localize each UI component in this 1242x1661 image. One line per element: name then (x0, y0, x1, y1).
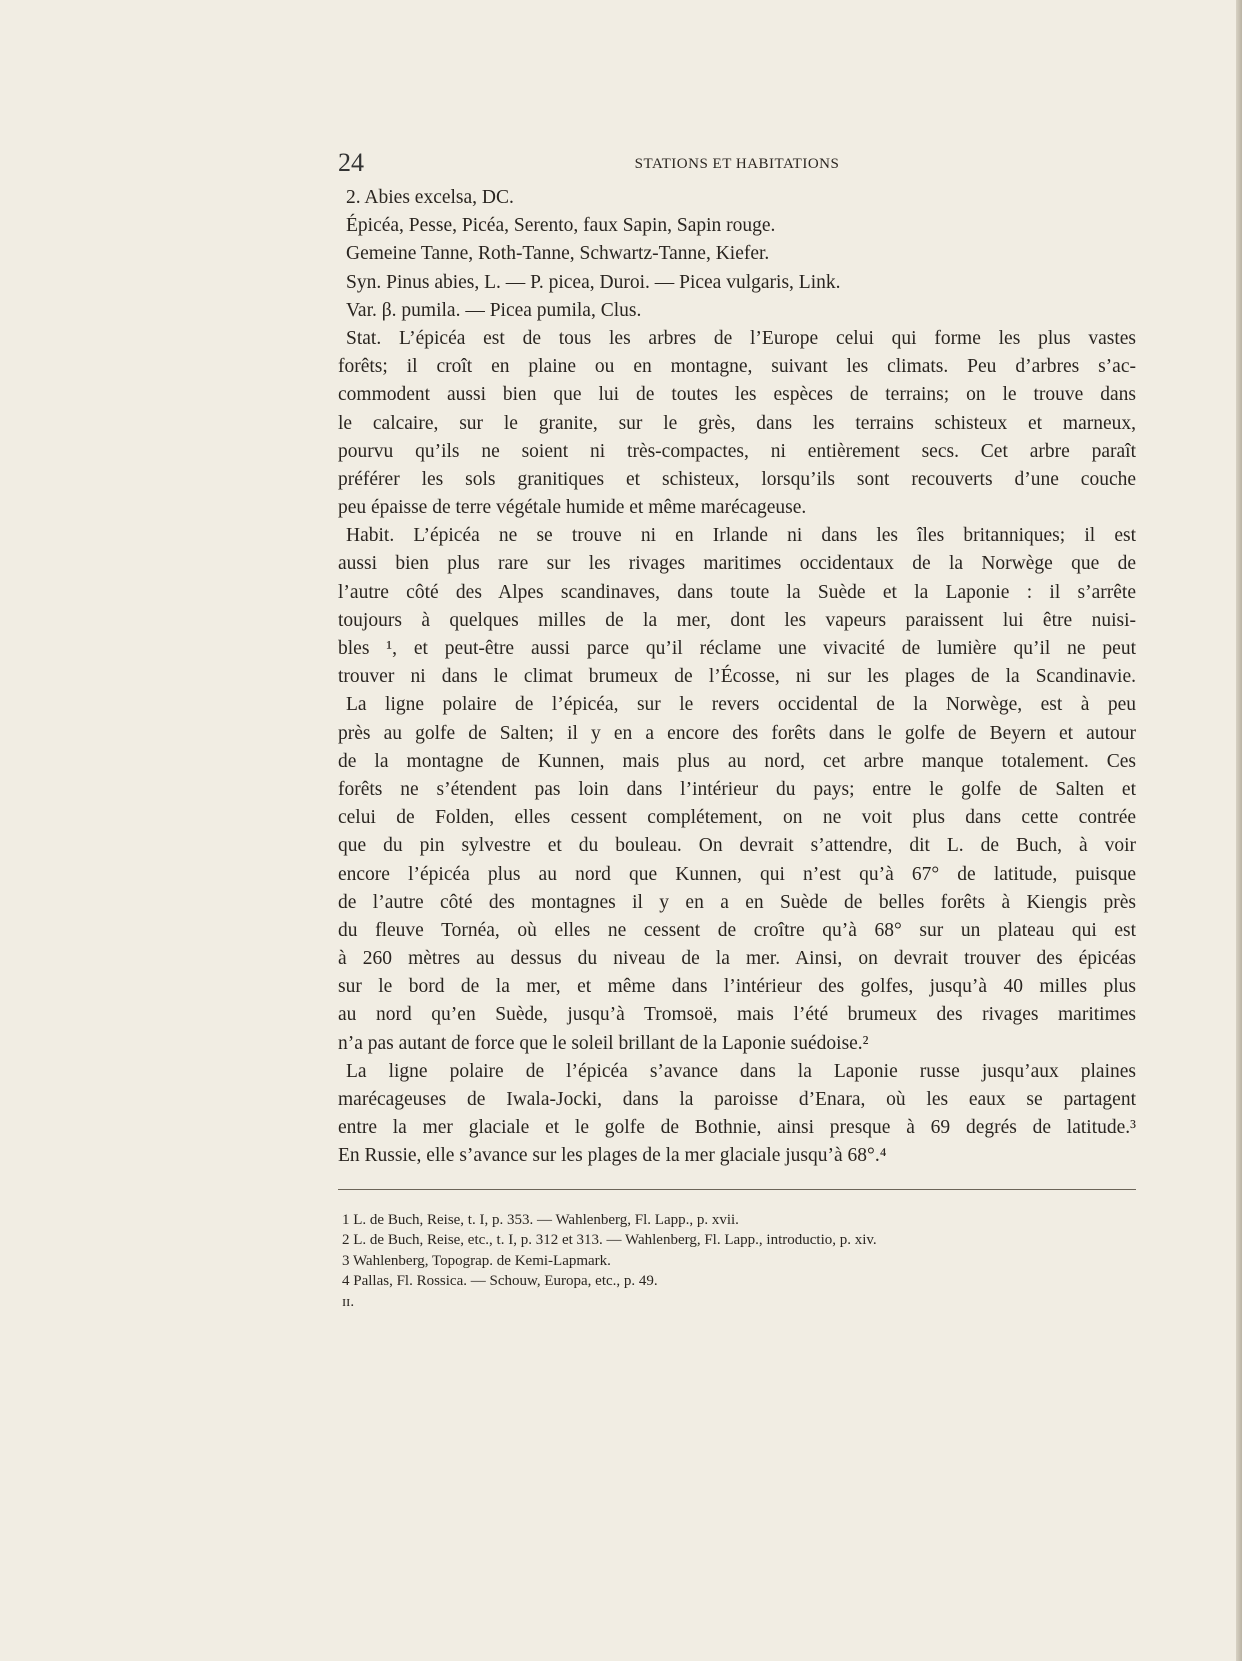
text-line: celui de Folden, elles cessent complétement, on ne voit plus dans cette contrée (338, 807, 1136, 829)
running-head: STATIONS ET HABITATIONS (634, 156, 840, 172)
footnotes (338, 1210, 1136, 1313)
text-line: pourvu qu’ils ne soient ni très-compactes, ni entièrement secs. Cet arbre paraît (338, 440, 1136, 462)
text-line: Var. β. pumila. — Picea pumila, Clus. (346, 299, 642, 321)
text-line: de la montagne de Kunnen, mais plus au nord, cet arbre manque totalement. Ces (338, 750, 1136, 772)
text-line: n’a pas autant de force que le soleil brillant de la Laponie suédoise.² (338, 1032, 869, 1054)
text-line: Épicéa, Pesse, Picéa, Serento, faux Sapin, Sapin rouge. (346, 215, 776, 237)
text-line: sur le bord de la mer, et même dans l’intérieur des golfes, jusqu’à 40 milles plus (338, 976, 1136, 998)
text-line: près au golfe de Salten; il y en a encore des forêts dans le golfe de Beyern et autour (338, 722, 1136, 744)
text-line: La ligne polaire de l’épicéa s’avance dans la Laponie russe jusqu’aux plaines (346, 1060, 1136, 1082)
text-line: l’autre côté des Alpes scandinaves, dans toute la Suède et la Laponie : il s’arrête (338, 581, 1136, 603)
footnote: ɪɪ. (342, 1293, 355, 1310)
text-line: En Russie, elle s’avance sur les plages de la mer glaciale jusqu’à 68°.⁴ (338, 1145, 887, 1167)
text-line: Gemeine Tanne, Roth-Tanne, Schwartz-Tanne, Kiefer. (346, 243, 770, 265)
text-line: au nord qu’en Suède, jusqu’à Tromsoë, mais l’été brumeux des rivages maritimes (338, 1004, 1136, 1026)
text-line: 2. Abies excelsa, DC. (346, 187, 514, 208)
main-text (338, 184, 1136, 1171)
text-line: entre la mer glaciale et le golfe de Bothnie, ainsi presque à 69 degrés de latitude.³ (338, 1117, 1136, 1139)
text-line: peu épaisse de terre végétale humide et même marécageuse. (338, 497, 807, 519)
book-page (338, 148, 1136, 1312)
text-line: de l’autre côté des montagnes il y en a en Suède de belles forêts à Kiengis près (338, 891, 1136, 913)
text-line: forêts; il croît en plaine ou en montagne, suivant les climats. Peu d’arbres s’ac- (338, 356, 1136, 378)
text-line: aussi bien plus rare sur les rivages maritimes occidentaux de la Norwège que de (338, 553, 1136, 575)
text-line: encore l’épicéa plus au nord que Kunnen, qui n’est qu’à 67° de latitude, puisque (338, 863, 1136, 885)
text-line: que du pin sylvestre et du bouleau. On devrait s’attendre, dit L. de Buch, à voir (338, 835, 1136, 857)
text-line: commodent aussi bien que lui de toutes les espèces de terrains; on le trouve dans (338, 384, 1136, 406)
text-line: marécageuses de Iwala-Jocki, dans la paroisse d’Enara, où les eaux se partagent (338, 1089, 1136, 1110)
footnote: 2 L. de Buch, Reise, etc., t. I, p. 312 et 313. — Wahlenberg, Fl. Lapp., introductio, p. xiv. (342, 1232, 877, 1249)
text-line: à 260 mètres au dessus du niveau de la mer. Ainsi, on devrait trouver des épicéas (338, 948, 1136, 970)
footnote: 1 L. de Buch, Reise, t. I, p. 353. — Wahlenberg, Fl. Lapp., p. xvii. (342, 1211, 739, 1228)
page-header (338, 148, 1136, 184)
text-line: trouver ni dans le climat brumeux de l’Écosse, ni sur les plages de la Scandinavie. (338, 666, 1136, 688)
footnote-rule (338, 1189, 1136, 1190)
text-line: Habit. L’épicéa ne se trouve ni en Irlande ni dans les îles britanniques; il est (346, 525, 1136, 547)
text-line: Syn. Pinus abies, L. — P. picea, Duroi. — Picea vulgaris, Link. (346, 271, 841, 293)
text-line: bles ¹, et peut-être aussi parce qu’il réclame une vivacité de lumière qu’il ne peut (338, 638, 1136, 659)
text-line: forêts ne s’étendent pas loin dans l’intérieur du pays; entre le golfe de Salten et (338, 778, 1136, 800)
footnote: 3 Wahlenberg, Topograp. de Kemi-Lapmark. (342, 1252, 611, 1269)
page-edge (1236, 0, 1242, 1661)
text-line: le calcaire, sur le granite, sur le grès, dans les terrains schisteux et marneux, (338, 412, 1136, 434)
text-line: Stat. L’épicéa est de tous les arbres de l’Europe celui qui forme les plus vastes (346, 327, 1136, 349)
text-line: du fleuve Tornéa, où elles ne cessent de croître qu’à 68° sur un plateau qui est (338, 919, 1136, 941)
page-number: 24 (338, 148, 364, 177)
text-line: préférer les sols granitiques et schisteux, lorsqu’ils sont recouverts d’une couche (338, 468, 1136, 490)
text-line: La ligne polaire de l’épicéa, sur le revers occidental de la Norwège, est à peu (346, 694, 1136, 716)
footnote: 4 Pallas, Fl. Rossica. — Schouw, Europa, etc., p. 49. (342, 1273, 658, 1290)
text-line: toujours à quelques milles de la mer, dont les vapeurs paraissent lui être nuisi- (338, 609, 1136, 631)
